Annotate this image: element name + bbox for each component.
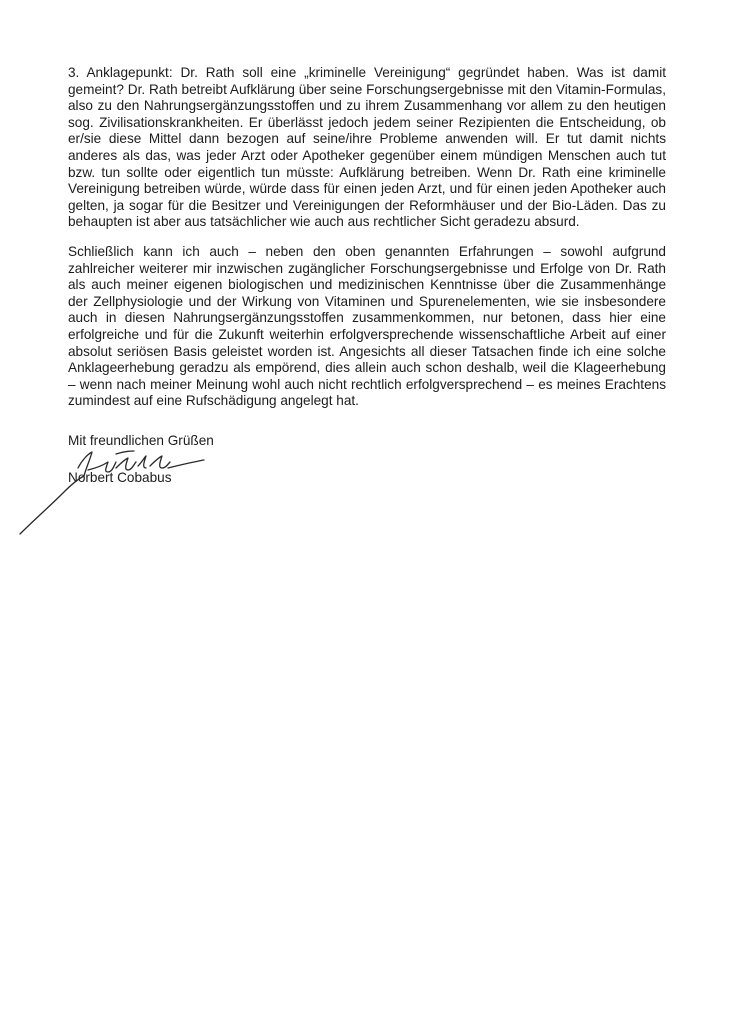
paragraph-anklagepunkt-3: 3. Anklagepunkt: Dr. Rath soll eine „kriminelle Vereinigung“ gegründet haben. Was ist damit gemeint? Dr. Rath betreibt Aufklärung über seine Forschungsergebnisse mit den Vitamin-Formulas, also zu den Nahrungsergänzungsstoffen und zu ihrem Zusammenhang vor allem zu den heutigen sog. Zivilisationskrankheiten. Er überlässt jedoch jedem seiner Rezipienten die Entscheidung, ob er/sie diese Mittel dann bezogen auf seine/ihre Probleme anwenden will. Er tut damit nichts anderes als das, was jeder Arzt oder Apotheker gegenüber einem mündigen Menschen auch tut bzw. tun sollte oder eigentlich tun müsste: Aufklärung betreiben. Wenn Dr. Rath eine kriminelle Vereinigung betreiben würde, würde dass für einen jeden Arzt, und für einen jeden Apotheker auch gelten, ja sogar für die Besitzer und Vereinigungen der Reformhäuser und der Bio-Läden. Das zu behaupten ist aber aus tatsächlicher wie auch aus rechtlicher Sicht geradezu absurd. — [68, 65, 666, 230]
closing-greeting: Mit freundlichen Grüßen — [68, 432, 214, 448]
letter-closing — [68, 432, 666, 486]
letter-body — [68, 65, 666, 486]
handwritten-signature — [16, 446, 256, 538]
signer-name: Norbert Cobabus — [68, 469, 172, 485]
paragraph-conclusion: Schließlich kann ich auch – neben den oben genannten Erfahrungen – sowohl aufgrund zahlreicher weiterer mir inzwischen zugänglicher Forschungsergebnisse und Erfolge von Dr. Rath als auch meiner eigenen biologischen und medizinischen Kenntnisse über die Zusammenhänge der Zellphysiologie und der Wirkung von Vitaminen und Spurenelementen, wie sie insbesondere auch in diesen Nahrungsergänzungsstoffen zusammenkommen, nur betonen, dass hier eine erfolgreiche und für die Zukunft weiterhin erfolgversprechende wissenschaftliche Arbeit auf einer absolut seriösen Basis geleistet worden ist. Angesichts all dieser Tatsachen finde ich eine solche Anklageerhebung geradzu als empörend, dies allein auch schon deshalb, weil die Klageerhebung – wenn nach meiner Meinung wohl auch nicht rechtlich erfolgversprechend – es meines Erachtens zumindest auf eine Rufschädigung angelegt hat. — [68, 243, 666, 409]
